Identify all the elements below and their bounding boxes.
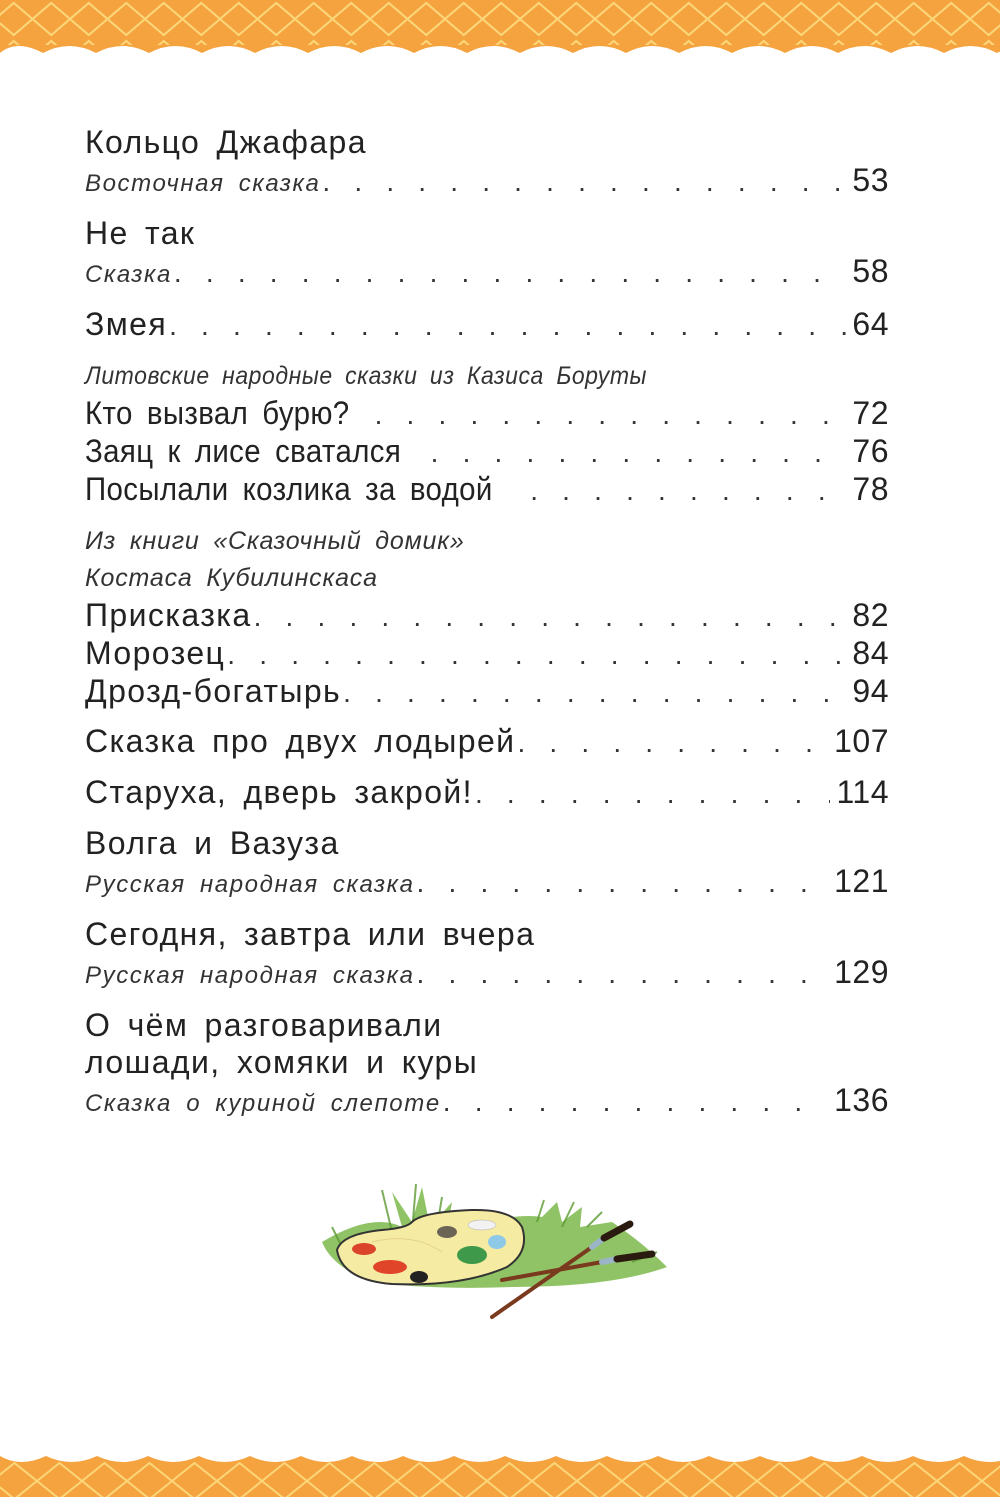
entry-row	[85, 306, 889, 344]
entry-title: Заяц к лисе сватался	[85, 433, 402, 469]
dot-leader	[254, 598, 847, 635]
toc-entry[interactable]	[85, 916, 889, 995]
toc-entry[interactable]	[85, 395, 889, 433]
page-number: 64	[852, 306, 889, 342]
toc-entry[interactable]	[85, 597, 889, 635]
toc-entry[interactable]	[85, 673, 889, 711]
entry-title: Не так	[85, 215, 196, 251]
entry-title: Сказка про двух лодырей	[85, 723, 516, 759]
dot-leader	[417, 955, 829, 993]
dot-leader	[530, 472, 846, 509]
entry-subtitle: Сказка о куриной слепоте	[85, 1090, 441, 1117]
table-of-contents	[85, 124, 889, 1135]
entry-title: Морозец	[85, 635, 226, 671]
dot-leader	[174, 254, 846, 292]
entry-title: Кто вызвал бурю?	[85, 395, 350, 431]
entry-title: Присказка	[85, 597, 252, 633]
page-number: 129	[834, 954, 889, 990]
section-heading-line-1: Из книги «Сказочный домик»	[85, 527, 465, 555]
dot-leader	[417, 864, 829, 902]
entry-title: Посылали козлика за водой	[85, 471, 493, 507]
dot-leader	[475, 775, 831, 812]
page-number: 82	[852, 597, 889, 633]
toc-entry[interactable]	[85, 306, 889, 344]
entry-title: Кольцо Джафара	[85, 124, 367, 160]
toc-entry[interactable]	[85, 124, 889, 203]
entry-row	[85, 774, 889, 812]
entry-title-line-1: О чём разговаривали	[85, 1007, 443, 1043]
entry-subtitle: Русская народная сказка	[85, 871, 415, 898]
entry-subtitle-row	[85, 161, 889, 203]
entry-subtitle: Восточная сказка	[85, 170, 321, 197]
dot-leader	[343, 674, 846, 711]
entry-subtitle-row	[85, 862, 889, 904]
toc-section-kubilinskas	[85, 523, 889, 711]
entry-subtitle-row	[85, 1081, 889, 1123]
page-number: 94	[852, 673, 889, 709]
entry-title: Змея	[85, 306, 168, 342]
entry-title-line-2: лошади, хомяки и куры	[85, 1044, 479, 1080]
page-number: 78	[852, 471, 889, 507]
toc-entry[interactable]	[85, 723, 889, 761]
section-heading: Литовские народные сказки из Казиса Боруты	[85, 362, 648, 390]
dot-leader	[322, 163, 846, 201]
toc-entry[interactable]	[85, 635, 889, 673]
dot-leader	[517, 724, 828, 761]
entry-title: Сегодня, завтра или вчера	[85, 916, 536, 952]
page-number: 114	[836, 774, 889, 810]
page-number: 76	[852, 433, 889, 469]
diamond-pattern-icon	[0, 0, 1000, 56]
dot-leader	[443, 1083, 828, 1121]
page-number: 58	[852, 253, 889, 289]
entry-row	[85, 723, 889, 761]
toc-entry[interactable]	[85, 1007, 889, 1123]
bottom-decorative-border	[0, 1448, 1000, 1497]
page-number: 121	[834, 863, 889, 899]
palette-with-brushes-icon	[312, 1172, 678, 1320]
page-number: 136	[834, 1082, 889, 1118]
page-number: 72	[852, 395, 889, 431]
page-number: 107	[834, 723, 889, 759]
entry-subtitle-row	[85, 252, 889, 294]
dot-leader	[169, 307, 846, 344]
dot-leader	[431, 434, 847, 471]
toc-entry[interactable]	[85, 774, 889, 812]
dot-leader	[375, 396, 847, 433]
toc-entry[interactable]	[85, 825, 889, 904]
entry-title: Дрозд-богатырь	[85, 673, 342, 709]
entry-subtitle: Сказка	[85, 261, 172, 288]
toc-entry[interactable]	[85, 433, 889, 471]
toc-entry[interactable]	[85, 471, 889, 509]
toc-section-lithuanian	[85, 358, 889, 509]
toc-entry[interactable]	[85, 215, 889, 294]
entry-title: Старуха, дверь закрой!	[85, 774, 473, 810]
section-heading-line-2: Костаса Кубилинскаса	[85, 564, 378, 592]
entry-subtitle-row	[85, 953, 889, 995]
entry-subtitle: Русская народная сказка	[85, 962, 415, 989]
dot-leader	[227, 636, 846, 673]
diamond-pattern-icon	[0, 1448, 1000, 1497]
page-number: 84	[852, 635, 889, 671]
page-number: 53	[852, 162, 889, 198]
entry-title: Волга и Вазуза	[85, 825, 340, 861]
top-decorative-border	[0, 0, 1000, 56]
